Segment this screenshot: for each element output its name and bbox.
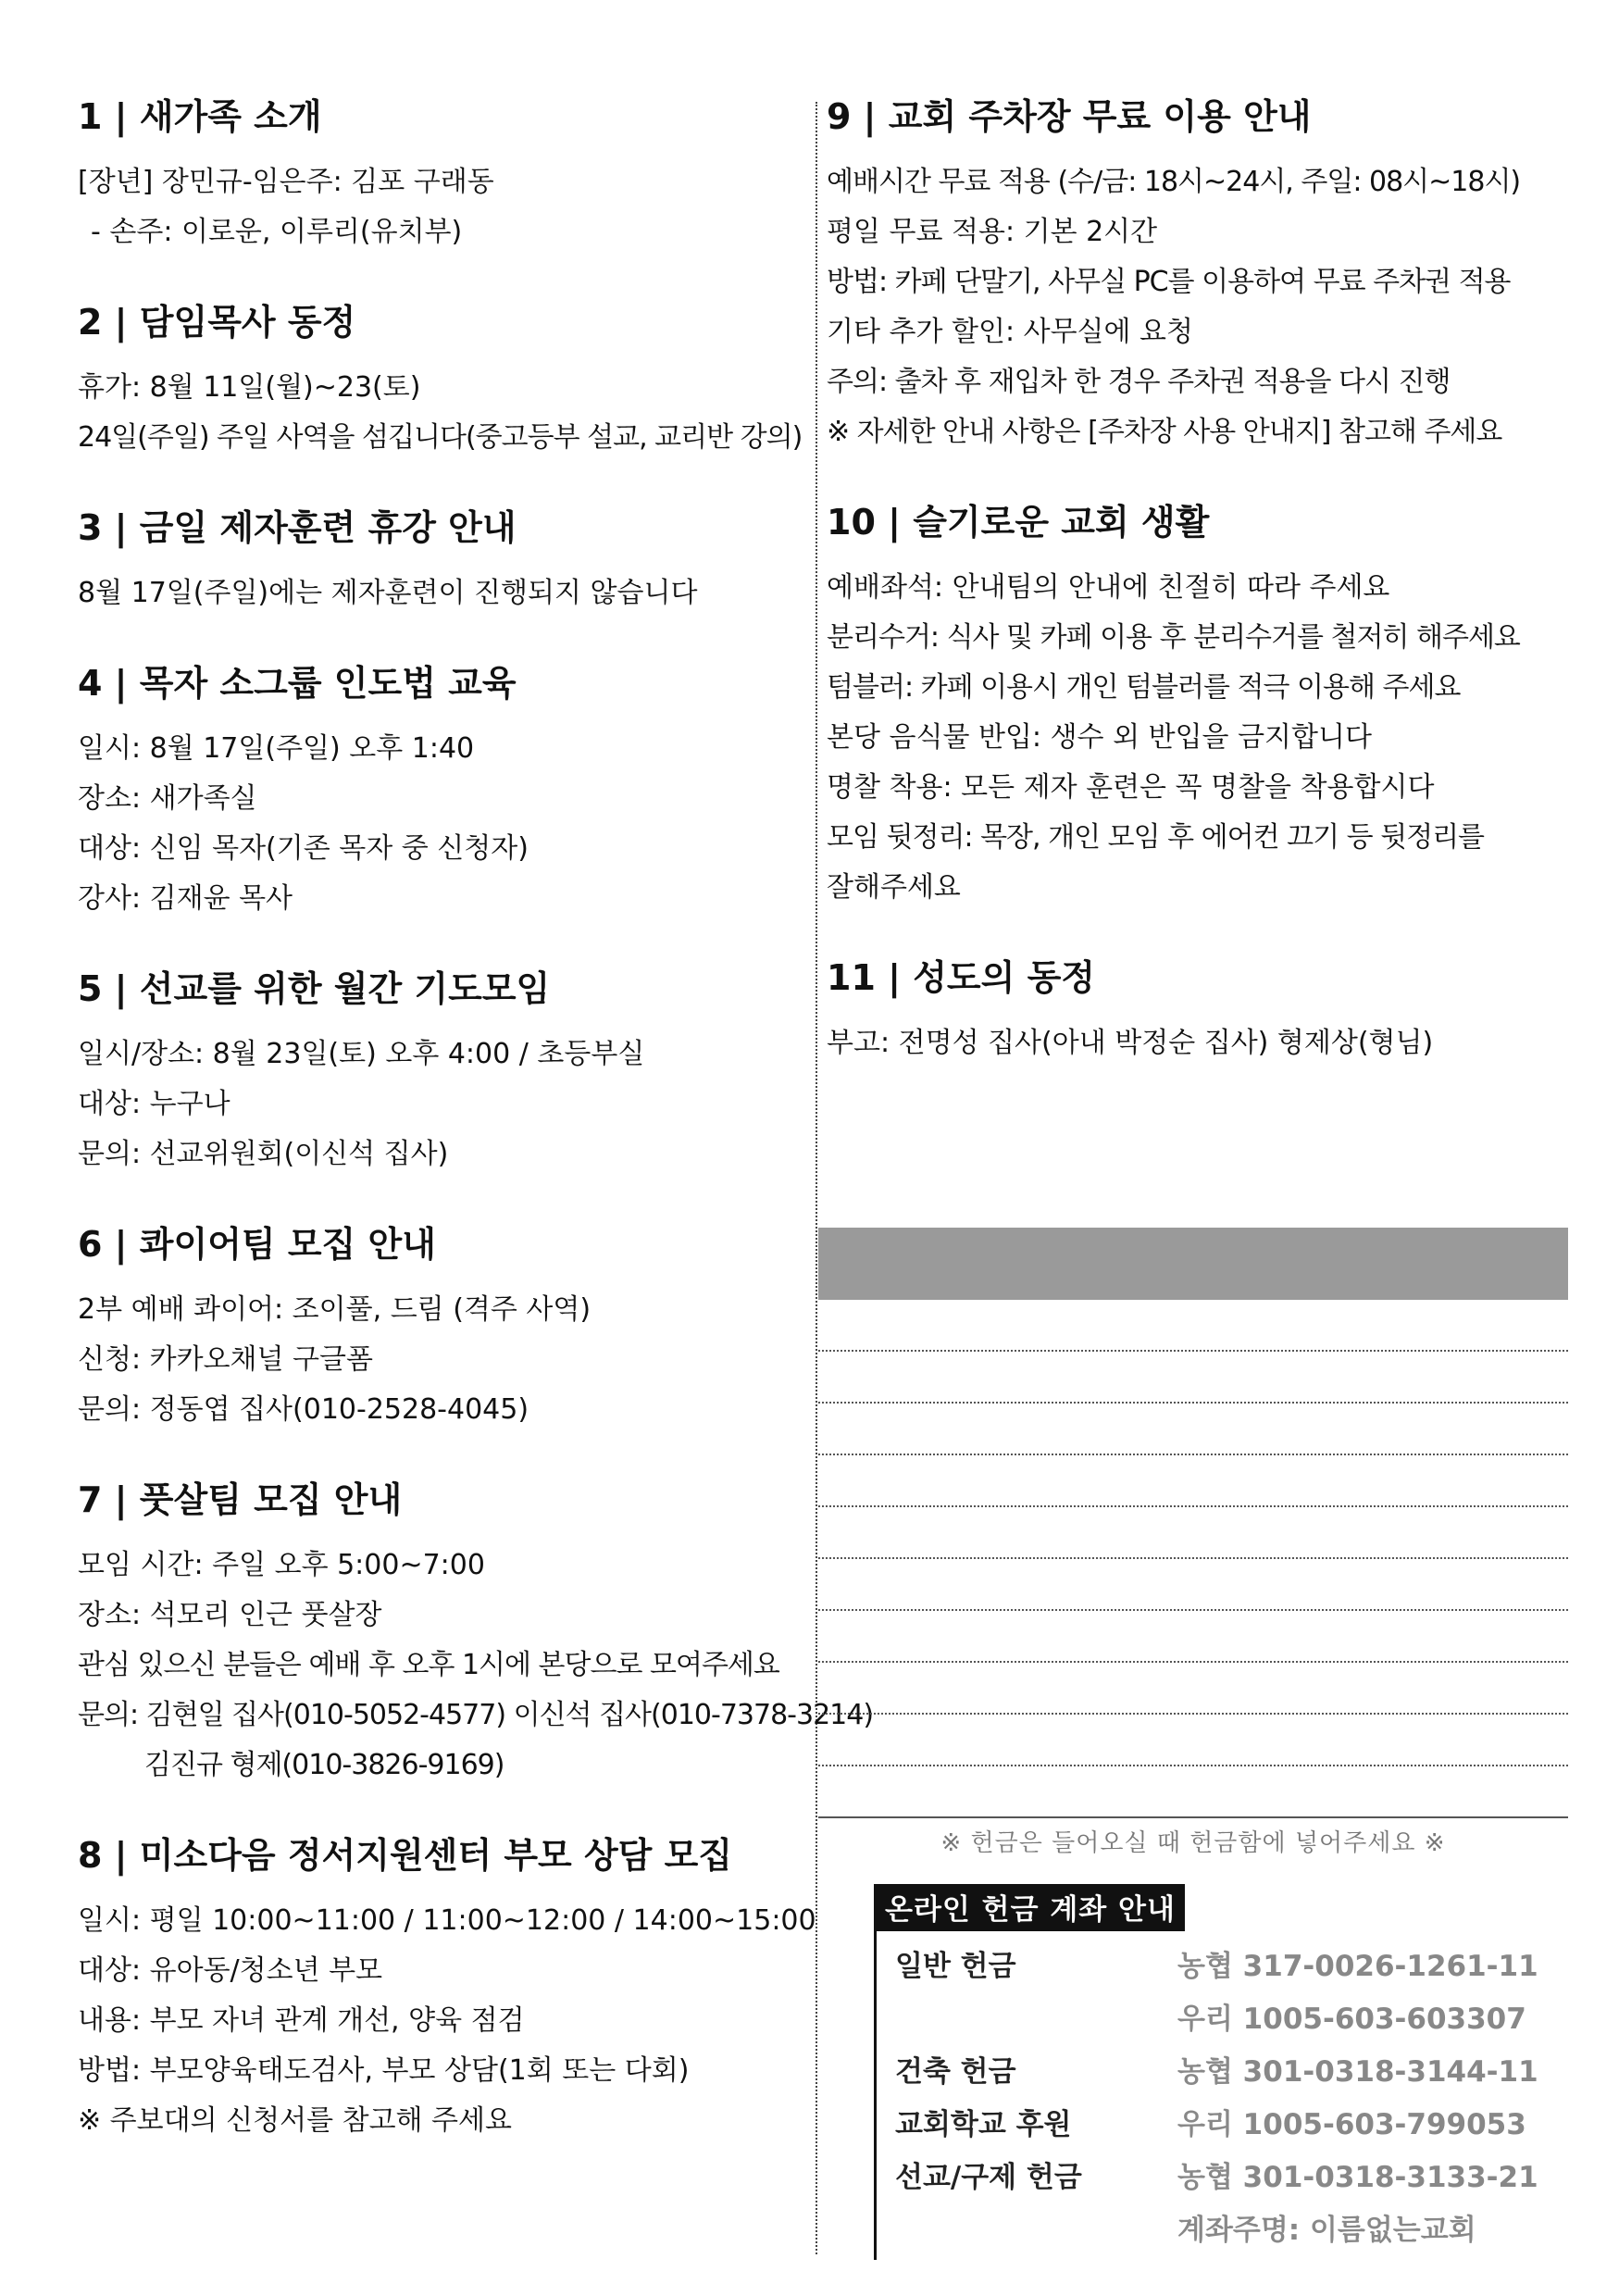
- section-member-news: [827, 954, 1567, 1068]
- section-discipleship-break: [78, 504, 809, 618]
- account-number: 우리 1005-603-603307: [1177, 2003, 1526, 2036]
- section-line: 2부 예배 콰이어: 조이풀, 드림 (격주 사역): [78, 1293, 592, 1326]
- section-choir-recruit: [78, 1220, 809, 1435]
- section-pastor-news: [78, 298, 809, 463]
- account-row: [895, 2204, 1559, 2257]
- section-line: 부고: 전명성 집사(아내 박정순 집사) 형제상(형님): [827, 1027, 1434, 1059]
- section-line: ※ 주보대의 신청서를 참고해 주세요: [78, 2104, 513, 2137]
- account-row: [895, 1940, 1559, 1993]
- online-offering-title: 온라인 헌금 계좌 안내: [874, 1884, 1185, 1931]
- blank-line: [818, 1715, 1568, 1766]
- blank-line: [818, 1300, 1568, 1352]
- section-line: 장소: 석모리 인근 풋살장: [78, 1599, 382, 1631]
- right-column: [827, 93, 1567, 1109]
- section-line: 텀블러: 카페 이용시 개인 텀블러를 적극 이용해 주세요: [827, 671, 1461, 704]
- section-line: 모임 뒷정리: 목장, 개인 모임 후 에어컨 끄기 등 뒷정리를: [827, 821, 1485, 854]
- section-line: 강사: 김재윤 목사: [78, 882, 293, 915]
- offering-box: [818, 1228, 1568, 1858]
- section-line: 관심 있으신 분들은 예배 후 오후 1시에 본당으로 모여주세요: [78, 1649, 779, 1681]
- account-label: 일반 헌금: [895, 1950, 1016, 1983]
- account-label: [895, 2204, 1177, 2257]
- section-church-life: [827, 498, 1567, 913]
- section-line: 잘해주세요: [827, 871, 961, 904]
- section-title: 3 | 금일 제자훈련 휴강 안내: [78, 507, 517, 548]
- section-line: 주의: 출차 후 재입차 한 경우 주차권 적용을 다시 진행: [827, 366, 1451, 398]
- account-row: [895, 2046, 1559, 2099]
- section-line: 휴가: 8월 11일(월)~23(토): [78, 371, 421, 404]
- account-number: 농협 301-0318-3144-11: [1177, 2055, 1538, 2089]
- section-line: 장소: 새가족실: [78, 782, 257, 815]
- section-mission-prayer: [78, 965, 809, 1179]
- section-line: 예배시간 무료 적용 (수/금: 18시~24시, 주일: 08시~18시): [827, 166, 1521, 198]
- account-label: 교회학교 후원: [895, 2108, 1072, 2141]
- section-shepherd-training: [78, 659, 809, 924]
- section-title: 7 | 풋살팀 모집 안내: [78, 1479, 403, 1520]
- blank-line: [818, 1559, 1568, 1611]
- section-line: 평일 무료 적용: 기본 2시간: [827, 216, 1158, 248]
- section-line: 문의: 선교위원회(이신석 집사): [78, 1138, 449, 1170]
- section-line: 김진규 형제(010-3826-9169): [144, 1749, 504, 1781]
- section-line: 예배좌석: 안내팀의 안내에 친절히 따라 주세요: [827, 571, 1390, 604]
- section-title: 11 | 성도의 동정: [827, 957, 1095, 998]
- account-row: [895, 2099, 1559, 2152]
- section-title: 1 | 새가족 소개: [78, 96, 322, 137]
- section-parking: [827, 93, 1567, 457]
- offering-note: ※ 헌금은 들어오실 때 헌금함에 넣어주세요 ※: [940, 1829, 1446, 1857]
- account-number: 농협 301-0318-3133-21: [1177, 2161, 1538, 2194]
- section-line: 일시: 평일 10:00~11:00 / 11:00~12:00 / 14:00~15:00: [78, 1904, 816, 1937]
- section-title: 9 | 교회 주차장 무료 이용 안내: [827, 96, 1312, 137]
- section-line: - 손주: 이로운, 이루리(유치부): [91, 216, 463, 248]
- section-line: 문의: 정동엽 집사(010-2528-4045): [78, 1393, 529, 1426]
- section-title: 6 | 콰이어팀 모집 안내: [78, 1224, 436, 1265]
- section-line: 대상: 누구나: [78, 1088, 230, 1120]
- section-line: 본당 음식물 반입: 생수 외 반입을 금지합니다: [827, 721, 1372, 754]
- section-line: 신청: 카카오채널 구글폼: [78, 1343, 373, 1376]
- section-line: ※ 자세한 안내 사항은 [주차장 사용 안내지] 참고해 주세요: [827, 416, 1502, 448]
- section-title: 8 | 미소다음 정서지원센터 부모 상담 모집: [78, 1835, 733, 1876]
- section-line: 대상: 신임 목자(기존 목자 중 신청자): [78, 832, 529, 865]
- section-line: 방법: 부모양육태도검사, 부모 상담(1회 또는 다회): [78, 2054, 690, 2087]
- blank-line: [818, 1455, 1568, 1507]
- blank-line: [818, 1663, 1568, 1715]
- section-line: [장년] 장민규-임은주: 김포 구래동: [78, 166, 494, 198]
- section-line: 24일(주일) 주일 사역을 섬깁니다(중고등부 설교, 교리반 강의): [78, 421, 803, 454]
- account-number: 농협 317-0026-1261-11: [1177, 1950, 1538, 1983]
- section-futsal-recruit: [78, 1476, 874, 1791]
- blank-line: [818, 1352, 1568, 1404]
- section-line: 기타 추가 할인: 사무실에 요청: [827, 316, 1194, 348]
- bottom-rule: [818, 1816, 1568, 1818]
- section-line: 내용: 부모 자녀 관계 개선, 양육 점검: [78, 2004, 525, 2037]
- account-holder: 계좌주명: 이름없는교회: [1177, 2214, 1476, 2247]
- left-column: [78, 93, 874, 2187]
- section-line: 대상: 유아동/청소년 부모: [78, 1954, 383, 1987]
- section-title: 4 | 목자 소그룹 인도법 교육: [78, 663, 517, 704]
- section-line: 일시: 8월 17일(주일) 오후 1:40: [78, 732, 475, 765]
- account-row: [895, 2152, 1559, 2204]
- blank-line: [818, 1507, 1568, 1559]
- section-line: 명찰 착용: 모든 제자 훈련은 꼭 명찰을 착용합시다: [827, 771, 1435, 804]
- blank-line: [818, 1611, 1568, 1663]
- section-parent-counseling: [78, 1831, 816, 2146]
- blank-line: [818, 1404, 1568, 1455]
- account-label: 건축 헌금: [895, 2055, 1016, 2089]
- section-new-family: [78, 93, 809, 257]
- section-line: 모임 시간: 주일 오후 5:00~7:00: [78, 1549, 485, 1581]
- account-number: 우리 1005-603-799053: [1177, 2108, 1526, 2141]
- section-title: 2 | 담임목사 동정: [78, 302, 356, 343]
- gray-header-bar: [818, 1228, 1568, 1300]
- section-line: 방법: 카페 단말기, 사무실 PC를 이용하여 무료 주차권 적용: [827, 266, 1511, 298]
- section-title: 10 | 슬기로운 교회 생활: [827, 502, 1210, 543]
- account-label: [895, 1993, 1177, 2046]
- account-list: [874, 1931, 1559, 2260]
- section-line: 8월 17일(주일)에는 제자훈련이 진행되지 않습니다: [78, 577, 698, 609]
- section-line: 분리수거: 식사 및 카페 이용 후 분리수거를 철저히 해주세요: [827, 621, 1520, 654]
- account-label: 선교/구제 헌금: [895, 2161, 1082, 2194]
- account-row: [895, 1993, 1559, 2046]
- section-line: 일시/장소: 8월 23일(토) 오후 4:00 / 초등부실: [78, 1038, 645, 1070]
- section-title: 5 | 선교를 위한 월간 기도모임: [78, 968, 551, 1009]
- section-line: 문의: 김현일 집사(010-5052-4577) 이신석 집사(010-7378-3214): [78, 1699, 874, 1731]
- online-offering: [874, 1884, 1559, 2260]
